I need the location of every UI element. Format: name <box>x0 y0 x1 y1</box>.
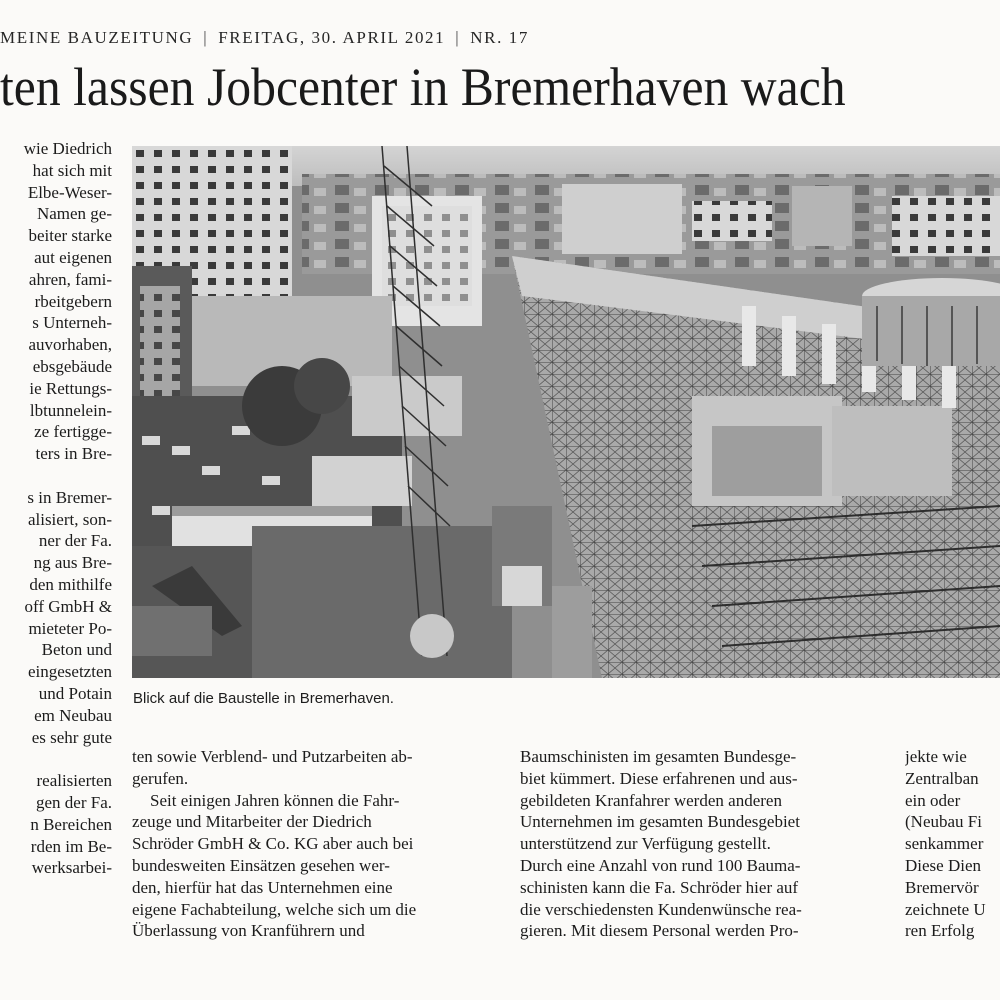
newspaper-name: MEINE BAUZEITUNG <box>0 28 194 47</box>
text-line: em Neubau <box>34 705 112 725</box>
text-line: senkammer <box>905 834 984 854</box>
text-line: gebildeten Kranfahrer werden anderen <box>520 790 782 810</box>
text-line: Überlassung von Kranführern und <box>132 921 365 941</box>
text-line: ebsgebäude <box>32 356 112 376</box>
text-line: s in Bremer- <box>27 487 112 507</box>
text-line: schinisten kann die Fa. Schröder hier auf <box>520 877 799 897</box>
article-headline: ten lassen Jobcenter in Bremerhaven wach <box>0 57 846 117</box>
text-line: Durch eine Anzahl von rund 100 Bauma- <box>520 855 801 875</box>
separator: | <box>203 28 209 47</box>
text-column-3 <box>520 746 882 942</box>
text-line: (Neubau Fi <box>905 812 982 832</box>
text-line: die verschiedensten Kundenwünsche rea- <box>520 899 802 919</box>
text-column-2 <box>132 746 494 942</box>
text-line: ahren, fami- <box>28 269 112 289</box>
text-line: gieren. Mit diesem Personal werden Pro- <box>520 921 799 941</box>
photo-caption: Blick auf die Baustelle in Bremerhaven. <box>133 690 394 707</box>
text-line: ren Erfolg <box>905 921 975 941</box>
text-line: eingesetzten <box>27 662 112 682</box>
text-line: n Bereichen <box>30 814 112 834</box>
text-line: den mithilfe <box>29 574 112 594</box>
text-line: biet kümmert. Diese erfahrenen und aus- <box>520 768 798 788</box>
text-line: lbtunnelein- <box>29 400 112 420</box>
text-line: Baumschinisten im gesamten Bundesge- <box>520 747 797 766</box>
text-line: den, hierfür hat das Unternehmen eine <box>132 877 393 897</box>
text-line: off GmbH & <box>24 596 112 616</box>
text-line: es sehr gute <box>31 727 112 747</box>
text-line: beiter starke <box>28 226 112 246</box>
text-line: zeichnete U <box>905 899 986 919</box>
text-line: werksarbei- <box>31 858 112 878</box>
text-line: ie Rettungs- <box>29 378 112 398</box>
text-line: Beton und <box>41 640 112 660</box>
issue-date: FREITAG, 30. APRIL 2021 <box>218 28 446 47</box>
text-line <box>0 748 112 770</box>
text-line <box>0 465 112 487</box>
text-line: Seit einigen Jahren können die Fahr- <box>150 790 400 810</box>
text-line: ner der Fa. <box>38 531 112 551</box>
text-line: Bremervör <box>905 877 979 897</box>
text-line: bundesweiten Einsätzen gesehen wer- <box>132 855 390 875</box>
text-line: rbeitgebern <box>34 291 112 311</box>
text-line: und Potain <box>38 683 112 703</box>
text-line: Elbe-Weser- <box>27 182 112 202</box>
text-line: alisiert, son- <box>27 509 112 529</box>
text-line: ten sowie Verblend- und Putzarbeiten ab- <box>132 747 413 766</box>
text-line: zeuge und Mitarbeiter der Diedrich <box>132 812 372 832</box>
masthead <box>0 28 1000 48</box>
text-line: s Unterneh- <box>32 313 112 333</box>
text-line: wie Diedrich <box>23 139 112 158</box>
text-line: ze fertigge- <box>34 422 112 442</box>
text-line: Schröder GmbH & Co. KG aber auch bei <box>132 834 414 854</box>
separator: | <box>455 28 461 47</box>
text-line: Zentralban <box>905 768 979 788</box>
text-line: mieteter Po- <box>28 618 112 638</box>
text-line: ein oder <box>905 790 961 810</box>
text-line: eigene Fachabteilung, welche sich um die <box>132 899 417 919</box>
text-line: aut eigenen <box>34 247 112 267</box>
text-line: hat sich mit <box>32 160 112 180</box>
issue-number: NR. 17 <box>470 28 529 47</box>
text-line: Namen ge- <box>36 204 112 224</box>
text-line: rden im Be- <box>30 836 112 856</box>
left-text-column <box>0 138 112 879</box>
text-line: gen der Fa. <box>35 792 112 812</box>
text-line: Unternehmen im gesamten Bundesgebiet <box>520 812 800 832</box>
text-line: Diese Dien <box>905 855 982 875</box>
text-line: ters in Bre- <box>35 444 112 464</box>
construction-site-photo <box>132 146 1000 678</box>
text-line: jekte wie <box>905 747 967 766</box>
text-column-4 <box>905 746 1000 942</box>
text-line: unterstützend zur Verfügung gestellt. <box>520 834 771 854</box>
text-line: realisierten <box>36 771 112 791</box>
text-line: ng aus Bre- <box>33 553 112 573</box>
text-line: auvorhaben, <box>28 335 112 355</box>
text-line: gerufen. <box>132 768 189 788</box>
